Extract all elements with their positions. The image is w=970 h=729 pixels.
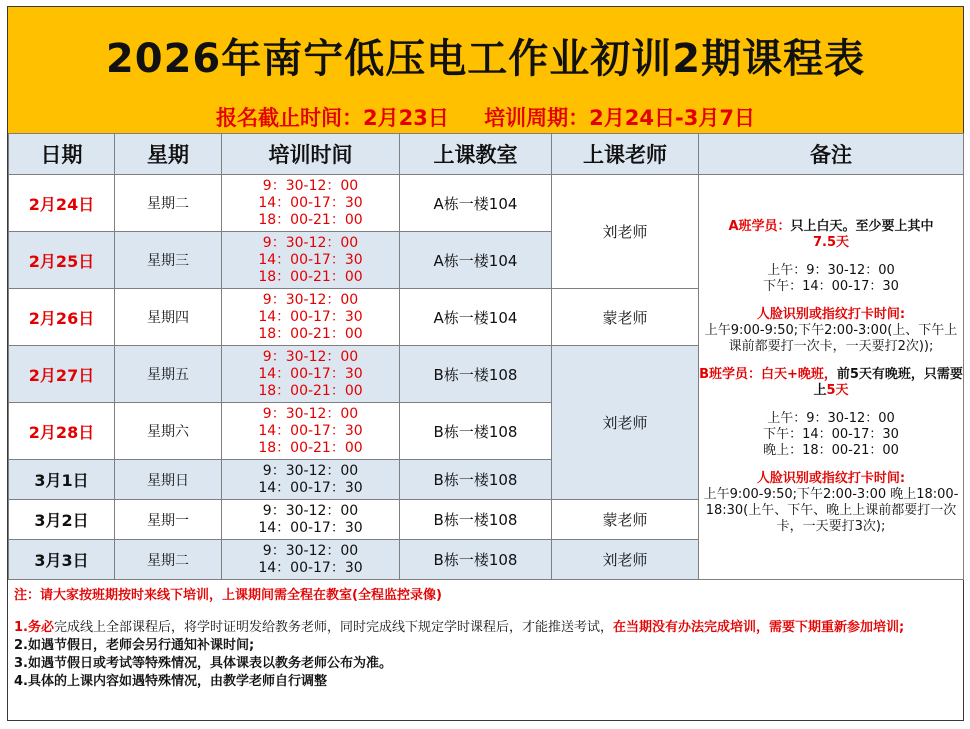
class-a-afternoon: 下午：14：00-17：30 [763, 279, 899, 294]
row-teacher: 刘老师 [552, 346, 699, 500]
row-weekday: 星期日 [115, 460, 222, 500]
notes-cell [699, 175, 964, 580]
row-date: 2月28日 [9, 403, 115, 460]
row-weekday: 星期六 [115, 403, 222, 460]
time-slot: 18：00-21：00 [258, 211, 363, 228]
row-room: A栋一楼104 [400, 232, 552, 289]
footer-item-4: 4.具体的上课内容如遇特殊情况，由教学老师自行调整 [14, 674, 327, 689]
registration-deadline: 报名截止时间：2月23日 [216, 106, 449, 130]
time-slot: 14：00-17：30 [258, 422, 363, 439]
row-date: 2月26日 [9, 289, 115, 346]
row-weekday: 星期四 [115, 289, 222, 346]
class-b-evening: 晚上：18：00-21：00 [763, 443, 899, 458]
row-weekday: 星期二 [115, 175, 222, 232]
row-date: 2月24日 [9, 175, 115, 232]
time-slot: 14：00-17：30 [258, 479, 363, 496]
time-slot: 18：00-21：00 [258, 439, 363, 456]
row-times [222, 232, 400, 289]
footer-item-2: 2.如遇节假日，老师会另行通知补课时间; [14, 638, 255, 653]
time-slot: 9：30-12：00 [262, 462, 359, 479]
row-date: 3月1日 [9, 460, 115, 500]
row-weekday: 星期二 [115, 540, 222, 580]
class-b-heading: B班学员：白天+晚班，前5天有晚班，只需要上5天 [699, 367, 963, 398]
time-slot: 9：30-12：00 [262, 234, 359, 251]
time-slot: 18：00-21：00 [258, 382, 363, 399]
training-period: 培训周期：2月24日-3月7日 [484, 106, 755, 130]
class-a-morning: 上午：9：30-12：00 [767, 263, 895, 278]
row-room: B栋一楼108 [400, 500, 552, 540]
class-b-clock-title: 人脸识别或指纹打卡时间: [756, 471, 906, 486]
page-subtitle [8, 102, 963, 132]
schedule-sheet [7, 6, 964, 721]
row-date: 2月27日 [9, 346, 115, 403]
row-teacher: 蒙老师 [552, 289, 699, 346]
col-header-room: 上课教室 [400, 134, 552, 175]
row-date: 3月2日 [9, 500, 115, 540]
row-times [222, 175, 400, 232]
time-slot: 14：00-17：30 [258, 251, 363, 268]
row-room: B栋一楼108 [400, 403, 552, 460]
time-slot: 14：00-17：30 [258, 519, 363, 536]
class-a-clock-body: 上午9:00-9:50;下午2:00-3:00(上、下午上课前都要打一次卡，一天要打2次)); [704, 323, 958, 354]
time-slot: 14：00-17：30 [258, 194, 363, 211]
time-slot: 9：30-12：00 [262, 291, 359, 308]
row-room: B栋一楼108 [400, 540, 552, 580]
row-times [222, 540, 400, 580]
time-slot: 18：00-21：00 [258, 325, 363, 342]
row-teacher: 刘老师 [552, 175, 699, 289]
class-b-afternoon: 下午：14：00-17：30 [763, 427, 899, 442]
col-header-weekday: 星期 [115, 134, 222, 175]
class-a-heading: A班学员：只上白天。至少要上其中 7.5天 [728, 219, 934, 250]
table-row [9, 175, 964, 232]
time-slot: 14：00-17：30 [258, 308, 363, 325]
header-banner [8, 7, 963, 133]
time-slot: 9：30-12：00 [262, 502, 359, 519]
row-teacher: 刘老师 [552, 540, 699, 580]
row-times [222, 289, 400, 346]
row-teacher: 蒙老师 [552, 500, 699, 540]
row-weekday: 星期三 [115, 232, 222, 289]
row-times [222, 403, 400, 460]
row-room: B栋一楼108 [400, 346, 552, 403]
row-times [222, 346, 400, 403]
col-header-date: 日期 [9, 134, 115, 175]
class-b-morning: 上午：9：30-12：00 [767, 411, 895, 426]
time-slot: 14：00-17：30 [258, 559, 363, 576]
row-weekday: 星期五 [115, 346, 222, 403]
footer-warning: 注：请大家按班期按时来线下培训，上课期间需全程在教室(全程监控录像) [14, 588, 442, 603]
row-room: A栋一楼104 [400, 289, 552, 346]
time-slot: 9：30-12：00 [262, 177, 359, 194]
row-date: 3月3日 [9, 540, 115, 580]
row-weekday: 星期一 [115, 500, 222, 540]
footer-notes [8, 584, 963, 720]
row-times [222, 500, 400, 540]
col-header-time: 培训时间 [222, 134, 400, 175]
table-header-row [9, 134, 964, 175]
schedule-table [8, 133, 964, 580]
row-date: 2月25日 [9, 232, 115, 289]
time-slot: 9：30-12：00 [262, 405, 359, 422]
footer-item-3: 3.如遇节假日或考试等特殊情况，具体课表以教务老师公布为准。 [14, 656, 392, 671]
row-room: A栋一楼104 [400, 175, 552, 232]
time-slot: 14：00-17：30 [258, 365, 363, 382]
col-header-teacher: 上课老师 [552, 134, 699, 175]
page-title: 2026年南宁低压电工作业初训2期课程表 [105, 36, 866, 82]
row-times [222, 460, 400, 500]
time-slot: 9：30-12：00 [262, 542, 359, 559]
time-slot: 9：30-12：00 [262, 348, 359, 365]
class-b-clock-body: 上午9:00-9:50;下午2:00-3:00 晚上18:00-18:30(上午、下午、晚上上课前都要打一次卡，一天要打3次); [703, 487, 959, 534]
footer-item-1: 1.务必完成线上全部课程后，将学时证明发给教务老师，同时完成线下规定学时课程后，才能推送考试，在当期没有办法完成培训，需要下期重新参加培训; [14, 620, 905, 635]
class-a-clock-title: 人脸识别或指纹打卡时间: [756, 307, 906, 322]
row-room: B栋一楼108 [400, 460, 552, 500]
time-slot: 18：00-21：00 [258, 268, 363, 285]
col-header-notes: 备注 [699, 134, 964, 175]
